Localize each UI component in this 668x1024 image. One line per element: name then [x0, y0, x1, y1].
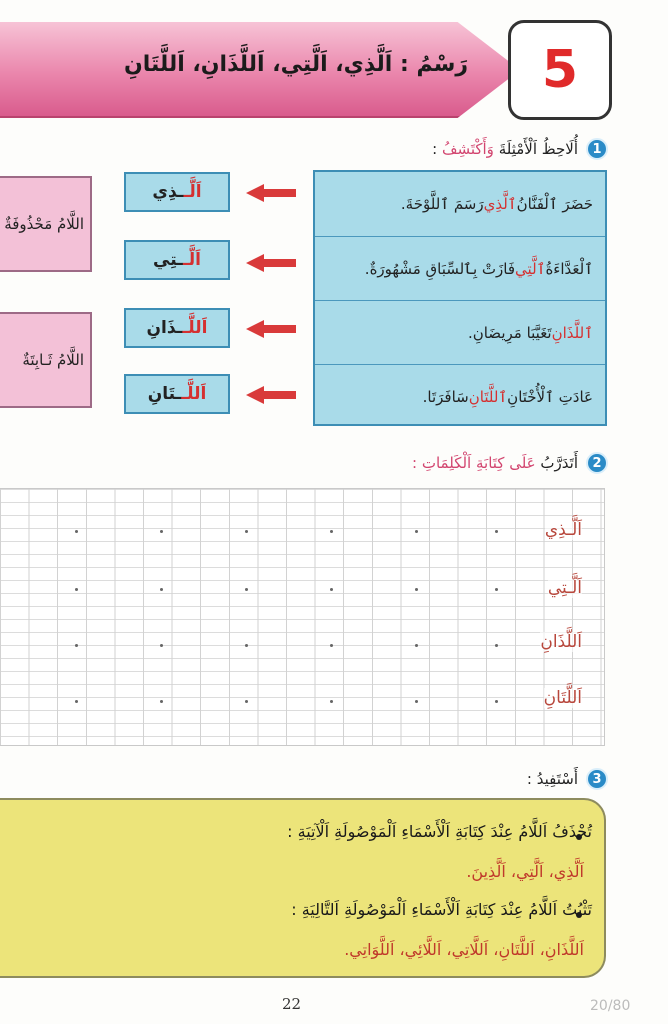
examples-box [313, 170, 607, 426]
word-part-highlight: اَلَّـ [182, 250, 201, 270]
grid-dot [415, 588, 418, 591]
note-lam-deleted: اللَّامُ مَحْذُوفَةٌ [0, 176, 92, 272]
sentence-keyword: ٱلَّتِي [515, 259, 546, 278]
grid-dot [75, 700, 78, 703]
arrow-left-icon [244, 182, 298, 204]
rule-text: تُحْذَفُ اَللَّامُ عِنْدَ كِتَابَةِ اَلْأَسْمَاءِ اَلْمَوْصُولَةِ اَلْآتِيَةِ : [287, 822, 592, 841]
grid-dot [245, 530, 248, 533]
section-2-title-suffix: كِتَابَةِ اَلْكَلِمَاتِ : [412, 454, 510, 472]
practice-word: اَللَّذَانِ [540, 632, 582, 652]
example-sentence [315, 172, 605, 236]
word-part-highlight: اَللَّـ [181, 384, 207, 404]
grid-dot [495, 530, 498, 533]
section-1-title-prefix: أُلَاحِظُ اَلْأَمْثِلَةَ [493, 140, 578, 158]
practice-word: اَللَّتَانِ [543, 688, 582, 708]
grid-dot [75, 588, 78, 591]
section-2-title-highlight: عَلَى [509, 454, 536, 472]
sentence-keyword: ٱللَّتَانِ [468, 387, 508, 406]
page-number: 22 [282, 995, 302, 1013]
relative-pronoun-box [124, 240, 230, 280]
grid-dot [245, 700, 248, 703]
rule-words: اَلَّذِي، اَلَّتِي، اَلَّذِينَ. [466, 862, 584, 881]
grid-dot [330, 644, 333, 647]
section-3-title: أَسْتَفِيدُ : [526, 770, 578, 788]
lesson-number: 5 [541, 40, 579, 100]
sentence-text: سَافَرَتَا. [422, 387, 469, 406]
relative-pronoun-box [124, 308, 230, 348]
sentence-text: رَسَمَ ٱللَّوْحَةَ. [400, 195, 484, 213]
relative-pronoun-box [124, 374, 230, 414]
grid-dot [75, 530, 78, 533]
rule-text: تَثْبُتُ اَللَّامُ عِنْدَ كِتَابَةِ اَلْأَسْمَاءِ اَلْمَوْصُولَةِ اَلتَّالِيَةِ : [291, 900, 592, 919]
section-1-title-highlight: وَأَكْتَشِفُ [441, 140, 494, 158]
grid-dot [245, 644, 248, 647]
lesson-number-badge [508, 20, 612, 120]
relative-pronoun-box [124, 172, 230, 212]
grid-dot [330, 530, 333, 533]
note-lam-kept: اللَّامُ ثَـابِتَةٌ [0, 312, 92, 408]
section-1-number: 1 [586, 138, 608, 160]
grid-dot [160, 700, 163, 703]
word-part: ـذِي [152, 182, 184, 202]
practice-word: اَلَّـذِي [544, 520, 582, 540]
word-part: ـتَانِ [147, 384, 182, 404]
section-2-number: 2 [586, 452, 608, 474]
sentence-keyword: ٱلَّذِي [483, 195, 517, 213]
grid-dot [495, 588, 498, 591]
grid-dot [330, 700, 333, 703]
example-sentence [315, 300, 605, 364]
practice-word: اَلَّـتِي [547, 578, 582, 598]
sentence-text: عَادَتِ ٱلْأُخْتَانِ [507, 387, 593, 406]
arrow-left-icon [244, 384, 298, 406]
section-1-title [432, 140, 578, 158]
arrow-left-icon [244, 252, 298, 274]
sentence-text: حَضَرَ ٱلْفَنَّانُ [516, 195, 593, 213]
handwriting-practice-grid[interactable] [0, 488, 605, 746]
word-part: ـتِي [153, 250, 183, 270]
section-2-title-prefix: أَتَدَرَّبُ [535, 454, 578, 472]
arrow-left-icon [244, 318, 298, 340]
example-sentence [315, 364, 605, 428]
sentence-text: فَازَتْ بِٱلسِّبَاقِ مَشْهُورَةٌ. [364, 259, 516, 278]
word-part-highlight: اَللَّـ [182, 318, 208, 338]
grid-dot [415, 644, 418, 647]
example-sentence [315, 236, 605, 300]
sentence-text: ٱلْعَدَّاءَةُ [545, 259, 593, 278]
section-3-number: 3 [586, 768, 608, 790]
grid-dot [495, 700, 498, 703]
section-1-title-suffix: : [432, 140, 442, 158]
page-title: رَسْمُ : اَلَّذِي، اَلَّتِي، اَللَّذَانِ، اَللَّتَانِ [123, 52, 468, 77]
grid-dot [160, 644, 163, 647]
rule-words: اَللَّذَانِ، اَللَّتَانِ، اَللَّاتِي، اَللَّائِي، اَللَّوَاتِي. [344, 940, 584, 959]
word-part: ـذَانِ [146, 318, 183, 338]
grid-dot [415, 700, 418, 703]
page-counter: 20/80 [590, 998, 631, 1014]
sentence-text: تَغَيَّبَا مَرِيضَانِ. [467, 323, 552, 342]
grid-dot [75, 644, 78, 647]
sentence-keyword: ٱللَّذَانِ [551, 323, 593, 342]
grid-dot [160, 530, 163, 533]
grid-dot [245, 588, 248, 591]
grid-dot [495, 644, 498, 647]
word-part-highlight: اَلَّـ [183, 182, 202, 202]
grid-dot [415, 530, 418, 533]
section-2-title [412, 454, 578, 472]
grid-dot [330, 588, 333, 591]
grid-dot [160, 588, 163, 591]
